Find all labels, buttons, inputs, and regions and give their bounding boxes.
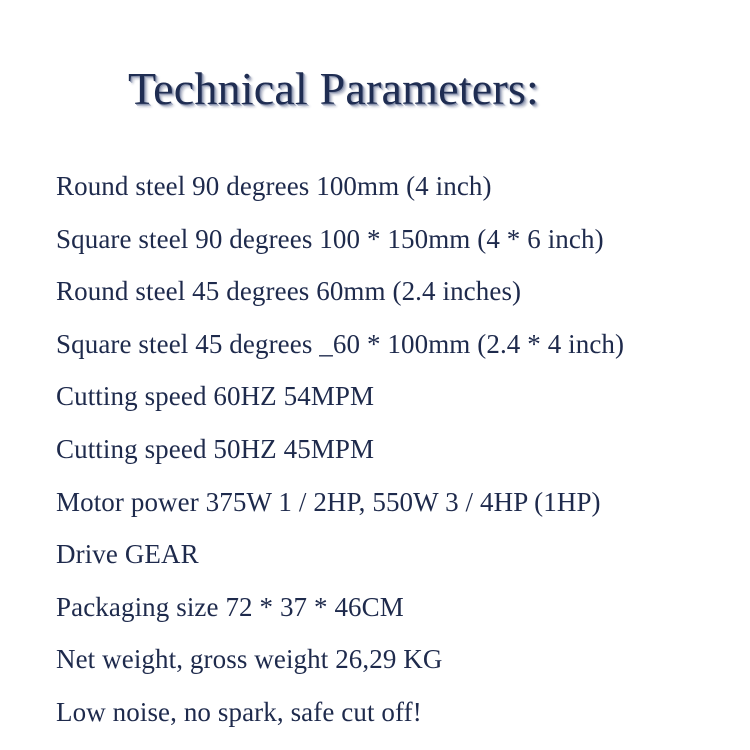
parameter-list (56, 160, 624, 739)
parameter-round-steel-45: Round steel 45 degrees 60mm (2.4 inches) (56, 276, 522, 307)
parameter-square-steel-45: Square steel 45 degrees _60 * 100mm (2.4 * 4 inch) (56, 328, 625, 359)
parameter-packaging-size: Packaging size 72 * 37 * 46CM (56, 591, 404, 622)
parameter-round-steel-90: Round steel 90 degrees 100mm (4 inch) (56, 171, 492, 201)
parameter-safety: Low noise, no spark, safe cut off! (56, 696, 422, 727)
parameter-cutting-speed-50hz: Cutting speed 50HZ 45MPM (56, 433, 375, 464)
parameter-drive: Drive GEAR (56, 539, 199, 570)
parameter-square-steel-90: Square steel 90 degrees 100 * 150mm (4 * 6 inch) (56, 223, 604, 254)
page-title: Technical Parameters: (128, 63, 539, 114)
parameter-motor-power: Motor power 375W 1 / 2HP, 550W 3 / 4HP (1HP) (56, 486, 601, 517)
parameter-cutting-speed-60hz: Cutting speed 60HZ 54MPM (56, 381, 375, 412)
parameter-weight: Net weight, gross weight 26,29 KG (56, 644, 443, 675)
